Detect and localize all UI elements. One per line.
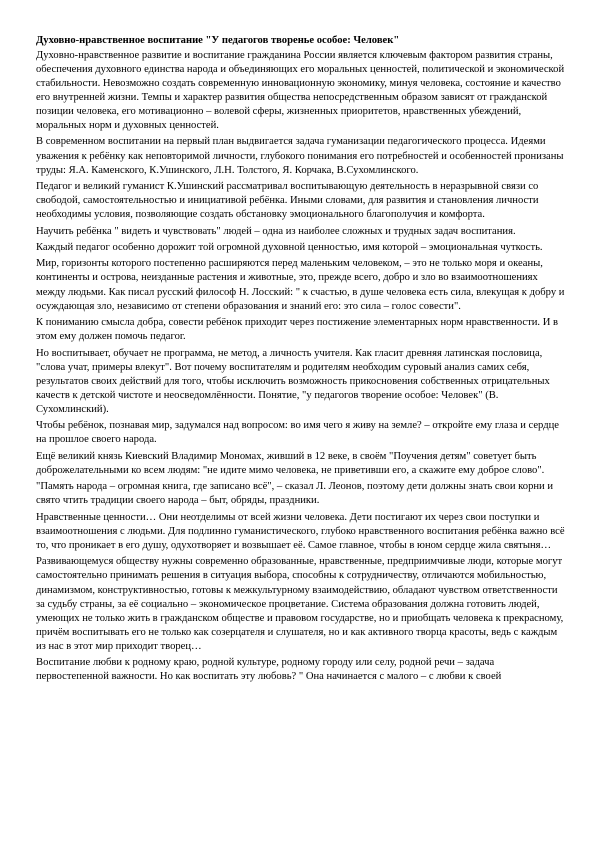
paragraph-9: Чтобы ребёнок, познавая мир, задумался над вопросом: во имя чего я живу на земле? – откройте ему глаза и сердце на прошлое своего народа. [36,420,559,446]
paragraph-2: В современном воспитании на первый план выдвигается задача гуманизации педагогического процесса. Идеями уважения к ребёнку как неповторимой личности, глубокого понимания его потребностей и особенностей пронизаны труды: Я.А. Каменского, К.Ушинского, Л.Н. Толстого, Я. Корчака, В.Сухомлинского. [36,136,564,176]
paragraph-8: Но воспитывает, обучает не программа, не метод, а личность учителя. Как гласит древняя латинская пословица, "слова учат, примеры влекут". Вот почему воспитателям и родителям необходим суровый анализ самих себя, результатов своих действий для того, чтобы исключить возможность прикосновения собственных отрицательных качеств к детской чистоте и неосведомлённости. Понятие, "у педагогов творение особое: Человек" (В. Сухомлинский). [36,347,550,415]
document-title: Духовно-нравственное воспитание "У педагогов творенье особое: Человек" [36,35,400,46]
paragraph-11: "Память народа – огромная книга, где записано всё", – сказал Л. Леонов, поэтому дети должны знать свои корни и свято чтить традиции своего народа – быт, обряды, праздники. [36,481,554,507]
paragraph-13: Развивающемуся обществу нужны современно образованные, нравственные, предприимчивые люди, которые могут самостоятельно принимать решения в ситуация выбора, способны к сотрудничеству, отличаются мобильностью, динамизмом, конструктивностью, готовы к межкультурному взаимодействию, обладают чувством ответственности за судьбу страны, за её социально – экономическое процветание. Система образования должна готовить людей, умеющих не только жить в гражданском обществе и правовом государстве, но и приобщать человека к прекрасному, причём воспитывать его не только как созерцателя и слушателя, но и как активного творца красоты, ведь с каждым из нас в этот мир приходит творец… [36,556,564,652]
paragraph-6: Мир, горизонты которого постепенно расширяются перед маленьким человеком, – это не только моря и океаны, континенты и острова, неизданные растения и животные, это, прежде всего, добро и зло во взаимоотношениях между людьми. Как писал русский философ Н. Лосский: " к счастью, в душе человека есть сила, влекущая к добру и осуждающая зло, независимо от степени образования и знаний его: это сила – голос совести". [36,258,565,312]
paragraph-7: К пониманию смысла добра, совести ребёнок приходит через постижение элементарных норм нравственности. И в этом ему должен помочь педагог. [36,317,558,343]
paragraph-14: Воспитание любви к родному краю, родной культуре, родному городу или селу, родной речи – задача первостепенной важности. Но как воспитать эту любовь? " Она начинается с малого – с любви к своей [36,657,502,683]
paragraph-5: Каждый педагог особенно дорожит той огромной духовной ценностью, имя которой – эмоциональная чуткость. [36,242,543,253]
paragraph-12: Нравственные ценности… Они неотделимы от всей жизни человека. Дети постигают их через свои поступки и взаимоотношения с людьми. Для подлинно гуманистического, глубоко нравственного воспитания ребёнка важно всё то, что проникает в его душу, одухотворяет и возвышает её. Самое главное, чтобы в юном сердце жила святыня… [36,511,565,551]
paragraph-4: Научить ребёнка " видеть и чувствовать" людей – одна из наиболее сложных и трудных задач воспитания. [36,225,516,237]
paragraph-3: Педагог и великий гуманист К.Ушинский рассматривал воспитывающую деятельность в неразрывной связи со свободой, самостоятельностью и инициативой ребёнка. Иными словами, для развития и становления личности необходимы условия, позволяющие создать обстановку эмоционального благополучия и комфорта. [36,181,539,221]
paragraph-10: Ещё великий князь Киевский Владимир Мономах, живший в 12 веке, в своём "Поучения детям" советует быть доброжелательными ко всем людям: "не идите мимо человека, не приветивши его, а скажите ему доброе слово". [36,450,545,476]
paragraph-1: Духовно-нравственное развитие и воспитание гражданина России является ключевым фактором развития страны, обеспечения духовного единства народа и объединяющих его моральных ценностей, политической и экономической стабильности. Невозможно создать современную инновационную экономику, минуя человека, состояние и качество его внутренней жизни. Темпы и характер развития общества непосредственным образом зависят от гражданской позиции человека, его мотивационно – волевой сферы, жизненных приоритетов, нравственных убеждений, моральных норм и духовных ценностей. [36,49,565,132]
